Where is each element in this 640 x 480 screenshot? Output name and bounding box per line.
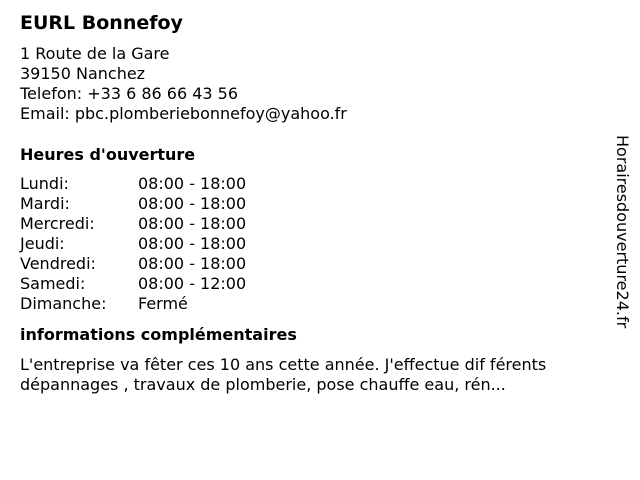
hours-time: 08:00 - 18:00 [138, 194, 247, 213]
hours-day: Mardi: [20, 194, 70, 213]
hours-row-saturday [20, 274, 610, 294]
hours-row-wednesday [20, 214, 610, 234]
hours-day: Vendredi: [20, 254, 96, 273]
additional-info-text: L'entreprise va fêter ces 10 ans cette année. J'effectue dif férents dépannages , travaux de plomberie, pose chauffe eau, rén... [20, 355, 547, 394]
hours-day: Jeudi: [20, 234, 65, 253]
hours-row-monday [20, 174, 610, 194]
opening-hours-table [20, 174, 610, 314]
hours-time: 08:00 - 18:00 [138, 234, 247, 253]
site-watermark: Horairesdouverture24.fr [613, 135, 632, 329]
address-street: 1 Route de la Gare [20, 44, 170, 63]
hours-time: 08:00 - 18:00 [138, 214, 247, 233]
hours-row-friday [20, 254, 610, 274]
business-name: EURL Bonnefoy [20, 12, 183, 34]
additional-info-heading: informations complémentaires [20, 325, 297, 344]
hours-time: 08:00 - 12:00 [138, 274, 247, 293]
opening-hours-heading: Heures d'ouverture [20, 145, 196, 164]
address-city: 39150 Nanchez [20, 64, 146, 83]
hours-time: 08:00 - 18:00 [138, 174, 247, 193]
hours-day: Dimanche: [20, 294, 107, 313]
business-card [20, 10, 610, 395]
hours-day: Lundi: [20, 174, 69, 193]
hours-row-thursday [20, 234, 610, 254]
email-address: Email: pbc.plomberiebonnefoy@yahoo.fr [20, 104, 347, 123]
hours-row-tuesday [20, 194, 610, 214]
hours-time: Fermé [138, 294, 188, 313]
hours-row-sunday [20, 294, 610, 314]
hours-day: Samedi: [20, 274, 86, 293]
phone-number: Telefon: +33 6 86 66 43 56 [20, 84, 239, 103]
hours-time: 08:00 - 18:00 [138, 254, 247, 273]
hours-day: Mercredi: [20, 214, 95, 233]
